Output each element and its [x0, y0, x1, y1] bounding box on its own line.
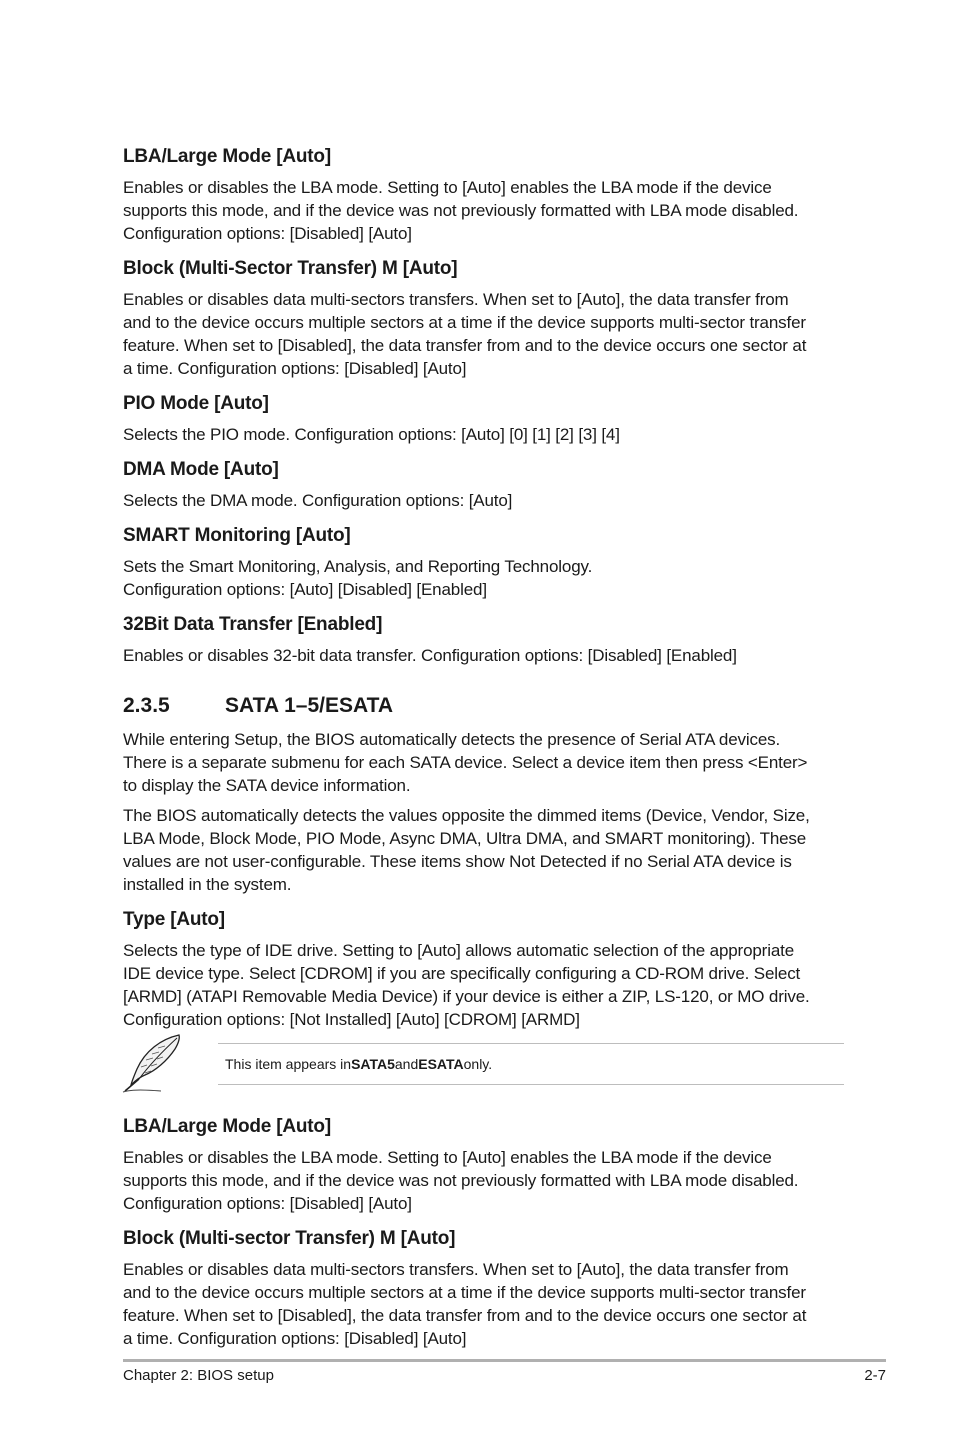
setting-section: [123, 1227, 841, 1350]
intro-paragraph: [123, 728, 841, 797]
intro-paragraph: [123, 804, 841, 896]
setting-title: DMA Mode [Auto]: [123, 459, 279, 480]
footer-chapter: Chapter 2: BIOS setup: [123, 1367, 274, 1384]
description-line: Configuration options: [Disabled] [Auto]: [123, 224, 412, 243]
document-body: [123, 145, 841, 1362]
setting-title: Block (Multi-Sector Transfer) M [Auto]: [123, 258, 458, 279]
description-line: IDE device type. Select [CDROM] if you are specifically configuring a CD-ROM drive. Select: [123, 964, 801, 983]
paragraph-line: values are not user-configurable. These items show Not Detected if no Serial ATA device is: [123, 852, 792, 871]
setting-title: LBA/Large Mode [Auto]: [123, 146, 331, 167]
description-line: Selects the type of IDE drive. Setting to [Auto] allows automatic selection of the appropriate: [123, 941, 794, 960]
description-line: supports this mode, and if the device was not previously formatted with LBA mode disabled.: [123, 201, 799, 220]
setting-title: Block (Multi-sector Transfer) M [Auto]: [123, 1228, 456, 1249]
description-line: Configuration options: [Not Installed] [Auto] [CDROM] [ARMD]: [123, 1010, 580, 1029]
intro-paragraphs: [123, 728, 841, 896]
description-line: feature. When set to [Disabled], the data transfer from and to the device occurs one sector at: [123, 336, 807, 355]
setting-section: [123, 613, 841, 667]
note-callout: [123, 1043, 841, 1099]
setting-title: LBA/Large Mode [Auto]: [123, 1116, 331, 1137]
description-line: Enables or disables data multi-sectors transfers. When set to [Auto], the data transfer from: [123, 1260, 789, 1279]
paragraph-line: installed in the system.: [123, 875, 292, 894]
description-line: Configuration options: [Disabled] [Auto]: [123, 1194, 412, 1213]
description-line: Sets the Smart Monitoring, Analysis, and Reporting Technology.: [123, 557, 593, 576]
description-line: and to the device occurs multiple sectors at a time if the device supports multi-sector transfer: [123, 1283, 806, 1302]
description-line: Enables or disables the LBA mode. Setting to [Auto] enables the LBA mode if the device: [123, 1148, 772, 1167]
description-line: Enables or disables the LBA mode. Setting to [Auto] enables the LBA mode if the device: [123, 178, 772, 197]
setting-section: [123, 458, 841, 512]
note-text: This item appears in SATA5 and ESATA only.: [218, 1043, 844, 1085]
setting-section: [123, 392, 841, 446]
description-line: Enables or disables data multi-sectors transfers. When set to [Auto], the data transfer from: [123, 290, 789, 309]
description-line: and to the device occurs multiple sectors at a time if the device supports multi-sector transfer: [123, 313, 806, 332]
section-number: 2.3.5: [123, 694, 170, 717]
setting-section: [123, 145, 841, 245]
paragraph-line: While entering Setup, the BIOS automatically detects the presence of Serial ATA devices.: [123, 730, 781, 749]
paragraph-line: LBA Mode, Block Mode, PIO Mode, Async DMA, Ultra DMA, and SMART monitoring). These: [123, 829, 807, 848]
section-title: SATA 1–5/ESATA: [225, 694, 394, 717]
paragraph-line: to display the SATA device information.: [123, 776, 411, 795]
paragraph-line: The BIOS automatically detects the values opposite the dimmed items (Device, Vendor, Size,: [123, 806, 810, 825]
description-line: feature. When set to [Disabled], the data transfer from and to the device occurs one sector at: [123, 1306, 807, 1325]
setting-title: 32Bit Data Transfer [Enabled]: [123, 614, 383, 635]
paragraph-line: There is a separate submenu for each SATA device. Select a device item then press <Enter>: [123, 753, 808, 772]
feather-pen-icon: [121, 1031, 185, 1095]
description-line: [ARMD] (ATAPI Removable Media Device) if your device is either a ZIP, LS-120, or MO drive.: [123, 987, 810, 1006]
type-section: [123, 908, 841, 1031]
page-number: 2-7: [864, 1367, 886, 1384]
setting-section: [123, 257, 841, 380]
top-sections: [123, 145, 841, 667]
description-line: supports this mode, and if the device was not previously formatted with LBA mode disabled.: [123, 1171, 799, 1190]
setting-title: Type [Auto]: [123, 909, 225, 930]
setting-title: SMART Monitoring [Auto]: [123, 525, 351, 546]
description-line: Enables or disables 32-bit data transfer. Configuration options: [Disabled] [Enabled]: [123, 646, 737, 665]
setting-section: [123, 1115, 841, 1215]
section-heading: [123, 693, 841, 719]
description-line: a time. Configuration options: [Disabled] [Auto]: [123, 1329, 467, 1348]
bottom-sections: [123, 1115, 841, 1350]
description-line: Configuration options: [Auto] [Disabled] [Enabled]: [123, 580, 487, 599]
setting-title: PIO Mode [Auto]: [123, 393, 269, 414]
footer-divider: [123, 1359, 886, 1362]
description-line: a time. Configuration options: [Disabled] [Auto]: [123, 359, 467, 378]
setting-section: [123, 524, 841, 601]
description-line: Selects the PIO mode. Configuration options: [Auto] [0] [1] [2] [3] [4]: [123, 425, 620, 444]
description-line: Selects the DMA mode. Configuration options: [Auto]: [123, 491, 513, 510]
